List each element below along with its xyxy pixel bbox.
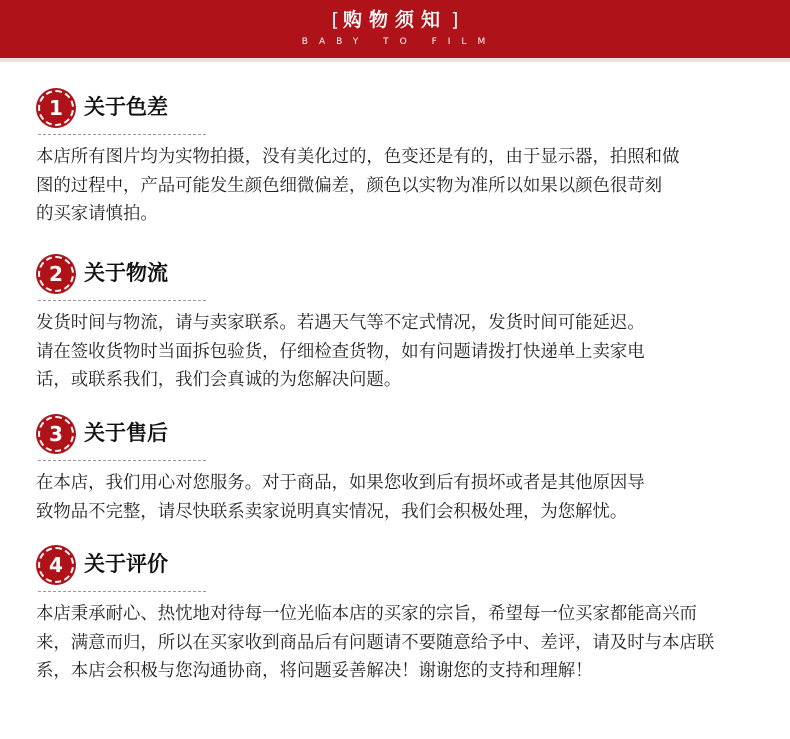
body-line: 本店秉承耐心、热忱地对待每一位光临本店的买家的宗旨，希望每一位买家都能高兴而 bbox=[36, 604, 697, 624]
section-divider bbox=[38, 300, 206, 301]
section-title: 关于评价 bbox=[84, 552, 168, 576]
body-line: 本店所有图片均为实物拍摄，没有美化过的，色变还是有的，由于显示器，拍照和做 bbox=[36, 147, 680, 167]
bracket-right: ] bbox=[451, 9, 459, 31]
banner-subtitle: BABY TO FILM bbox=[301, 37, 497, 47]
body-line: 致物品不完整，请尽快联系卖家说明真实情况，我们会积极处理，为您解忧。 bbox=[36, 501, 628, 522]
body-line: 的买家请慎拍。 bbox=[36, 204, 158, 224]
section-title: 关于色差 bbox=[84, 95, 168, 119]
body-line: 发货时间与物流，请与卖家联系。若遇天气等不定式情况，发货时间可能延迟。 bbox=[36, 313, 645, 333]
number-badge: 4 bbox=[38, 547, 74, 583]
section-divider bbox=[38, 591, 206, 592]
body-line: 在本店，我们用心对您服务。对于商品，如果您收到后有损坏或者是其他原因导 bbox=[36, 473, 645, 493]
body-line: 系，本店会积极与您沟通协商，将问题妥善解决！谢谢您的支持和理解！ bbox=[36, 661, 593, 681]
bracket-left: [ bbox=[331, 9, 339, 31]
section-divider bbox=[38, 134, 206, 135]
banner-title-text: 购物须知 bbox=[342, 9, 447, 31]
body-line: 请在签收货物时当面拆包验货，仔细检查货物，如有问题请拨打快递单上卖家电 bbox=[36, 341, 645, 362]
number-badge: 1 bbox=[38, 90, 74, 126]
body-line: 图的过程中，产品可能发生颜色细微偏差，颜色以实物为准所以如果以颜色很苛刻 bbox=[36, 175, 663, 196]
section-title: 关于售后 bbox=[84, 421, 168, 445]
section-body bbox=[36, 469, 756, 526]
section-body bbox=[36, 143, 756, 229]
body-line: 话，或联系我们，我们会真诚的为您解决问题。 bbox=[36, 370, 402, 390]
body-line: 来，满意而归，所以在买家收到商品后有问题请不要随意给予中、差评，请及时与本店联 bbox=[36, 632, 715, 653]
number-badge: 2 bbox=[38, 256, 74, 292]
section-body bbox=[36, 600, 756, 686]
section-divider bbox=[38, 460, 206, 461]
banner-title bbox=[0, 8, 790, 32]
section-title: 关于物流 bbox=[84, 261, 168, 285]
header-banner bbox=[0, 0, 790, 62]
section-body bbox=[36, 309, 756, 395]
number-badge: 3 bbox=[38, 416, 74, 452]
